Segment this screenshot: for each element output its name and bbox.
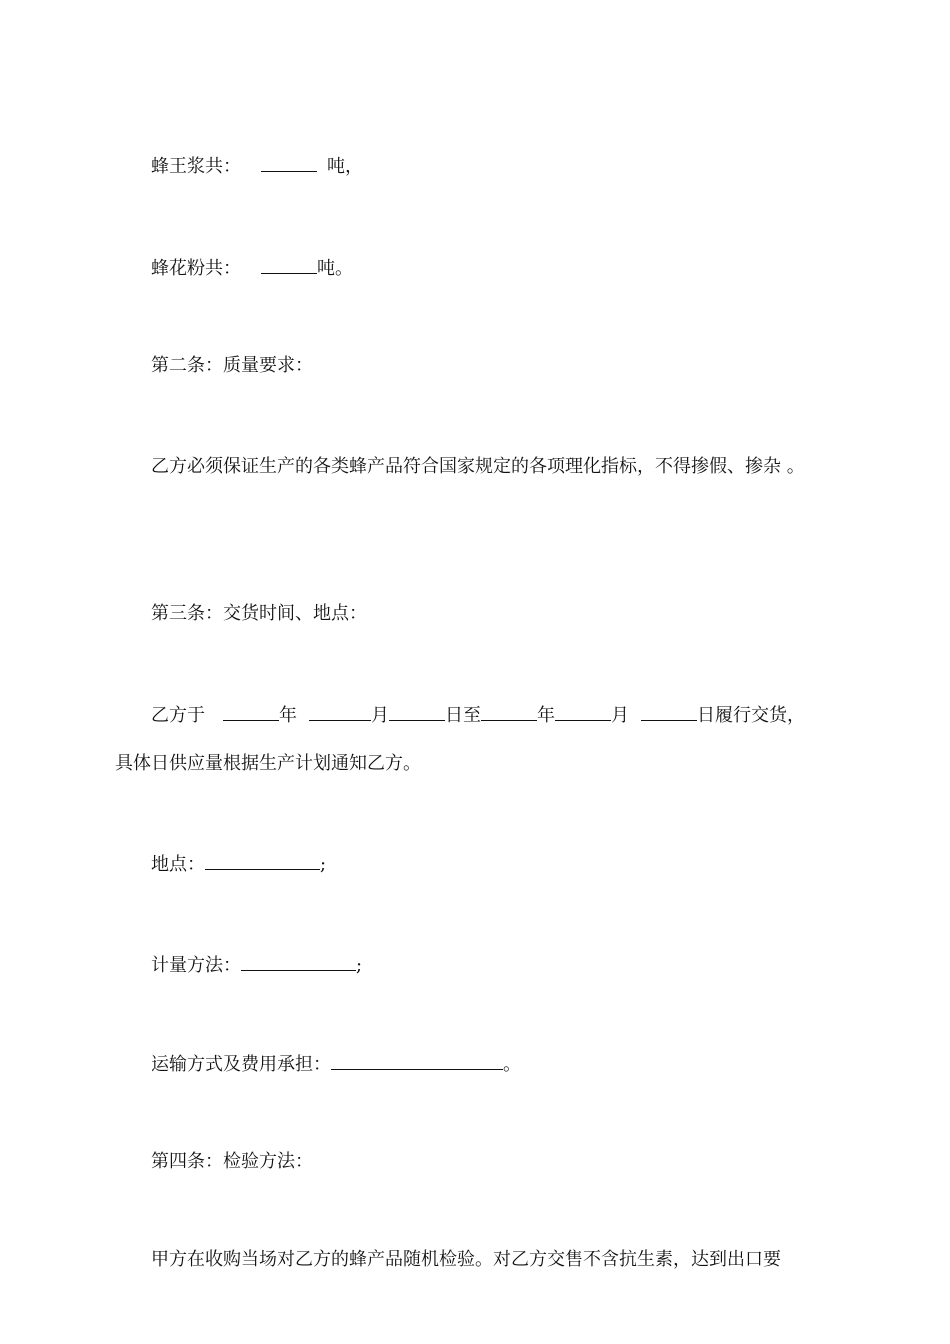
- royal-jelly-line: [151, 153, 363, 179]
- month-blank[interactable]: [309, 702, 371, 721]
- article3-line2: 具体日供应量根据生产计划通知乙方。: [115, 753, 421, 774]
- article4-heading: 第四条：检验方法：: [151, 1151, 313, 1172]
- year-blank[interactable]: [223, 702, 279, 721]
- transport-line: [151, 1051, 521, 1077]
- article3-year2: 年: [537, 705, 555, 726]
- article4-body: 甲方在收购当场对乙方的蜂产品随机检验。对乙方交售不含抗生素，达到出口要: [151, 1249, 781, 1270]
- day2-blank[interactable]: [641, 702, 697, 721]
- article2-heading: 第二条：质量要求：: [151, 355, 313, 376]
- article3-month2: 月: [611, 705, 629, 726]
- pollen-unit: 吨。: [317, 258, 353, 279]
- location-label: 地点：: [151, 854, 205, 875]
- article3-suffix: 日履行交货，: [697, 705, 805, 726]
- transport-label: 运输方式及费用承担：: [151, 1054, 331, 1075]
- royal-jelly-blank[interactable]: [261, 153, 317, 172]
- article3-heading: 第三条：交货时间、地点：: [151, 603, 367, 624]
- article3-month: 月: [371, 705, 389, 726]
- pollen-label: 蜂花粉共：: [151, 258, 241, 279]
- day-blank[interactable]: [389, 702, 445, 721]
- article3-day-to: 日至: [445, 705, 481, 726]
- measure-line: [151, 952, 362, 978]
- year2-blank[interactable]: [481, 702, 537, 721]
- month2-blank[interactable]: [555, 702, 611, 721]
- location-blank[interactable]: [205, 851, 320, 870]
- article3-prefix: 乙方于: [151, 705, 205, 726]
- location-line: [151, 851, 326, 877]
- pollen-blank[interactable]: [261, 255, 317, 274]
- royal-jelly-unit: 吨，: [327, 156, 363, 177]
- article3-year: 年: [279, 705, 297, 726]
- article2-body: 乙方必须保证生产的各类蜂产品符合国家规定的各项理化指标，不得掺假、掺杂 。: [151, 456, 805, 477]
- article3-line1: [151, 702, 805, 728]
- measure-end: ;: [356, 955, 363, 976]
- transport-end: 。: [503, 1054, 521, 1075]
- pollen-line: [151, 255, 353, 281]
- measure-blank[interactable]: [241, 952, 356, 971]
- royal-jelly-label: 蜂王浆共：: [151, 156, 241, 177]
- location-end: ;: [320, 854, 327, 875]
- measure-label: 计量方法：: [151, 955, 241, 976]
- transport-blank[interactable]: [331, 1051, 503, 1070]
